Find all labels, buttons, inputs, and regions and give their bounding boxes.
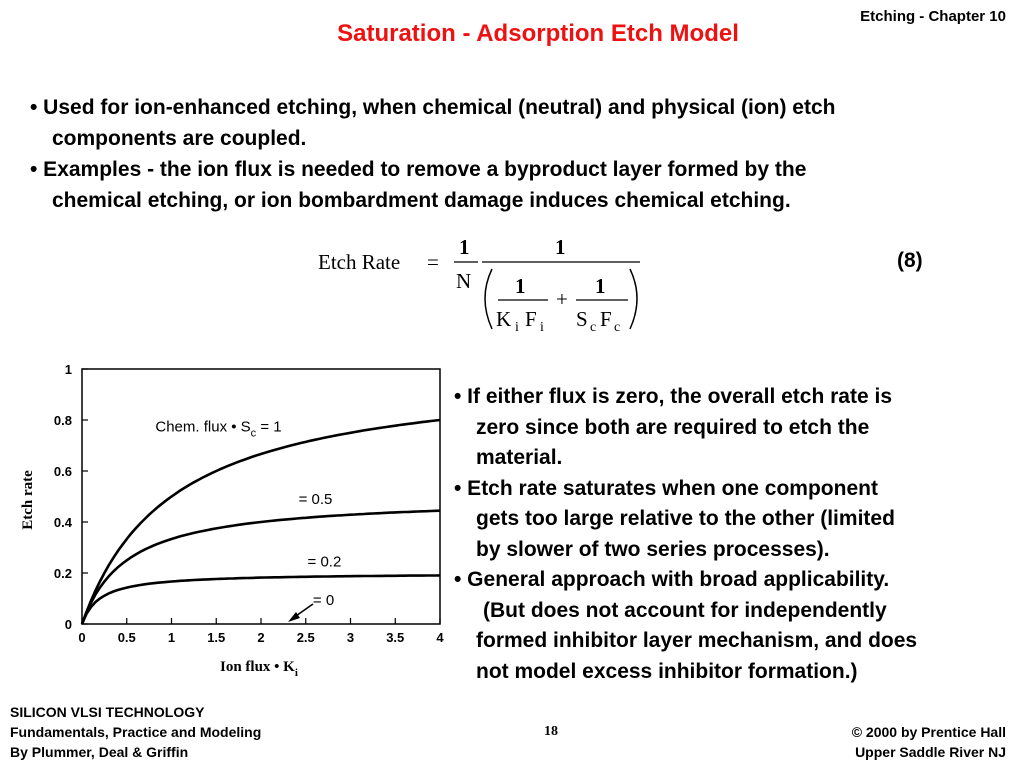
equation-f1-sub: i bbox=[540, 320, 544, 335]
chapter-header: Etching - Chapter 10 bbox=[860, 8, 1006, 25]
axis-ticks bbox=[54, 362, 444, 645]
bullet-2-line1: • Examples - the ion flux is needed to remove a byproduct layer formed by the bbox=[30, 158, 807, 181]
equation-f2-sub: c bbox=[614, 320, 621, 335]
top-bullets bbox=[30, 92, 1020, 216]
equation-f1: F bbox=[525, 307, 537, 331]
x-tick-label: 1 bbox=[167, 630, 176, 645]
x-tick-label: 0 bbox=[78, 630, 86, 645]
y-tick-label: 0.6 bbox=[53, 464, 72, 479]
bullet-1-line1: • Used for ion-enhanced etching, when chemical (neutral) and physical (ion) etch bbox=[30, 96, 836, 119]
x-tick-label: 2 bbox=[257, 630, 265, 645]
right-bullets bbox=[454, 382, 1024, 687]
series-label-1: = 0.5 bbox=[298, 491, 333, 509]
equation-number: (8) bbox=[897, 249, 923, 272]
x-tick-label: 0.5 bbox=[117, 630, 136, 645]
series-label-3: = 0 bbox=[312, 591, 335, 609]
right-paren bbox=[630, 269, 637, 329]
footer-publisher-location: Upper Saddle River NJ bbox=[855, 744, 1006, 760]
equation-inner-1a: 1 bbox=[515, 274, 526, 298]
chart-series bbox=[82, 420, 440, 624]
r-bullet-2-line1: • Etch rate saturates when one component bbox=[454, 476, 878, 500]
bullet-2-line2: chemical etching, or ion bombardment damage induces chemical etching. bbox=[52, 189, 791, 212]
equation-s-sub: c bbox=[590, 320, 597, 335]
equation-numerator-2: 1 bbox=[555, 235, 566, 259]
equation-s: S bbox=[576, 307, 588, 331]
left-paren bbox=[485, 269, 492, 329]
x-tick-label: 4 bbox=[436, 630, 444, 645]
pointer-arrow bbox=[288, 604, 313, 622]
r-bullet-3-line3: formed inhibitor layer mechanism, and does bbox=[476, 629, 918, 652]
equation-lhs: Etch Rate bbox=[318, 250, 401, 274]
slide-title: Saturation - Adsorption Etch Model bbox=[337, 20, 739, 47]
r-bullet-3-line4: not model excess inhibitor formation.) bbox=[476, 659, 858, 683]
y-tick-label: 0.4 bbox=[53, 515, 72, 530]
footer-book-title: SILICON VLSI TECHNOLOGY bbox=[10, 704, 205, 720]
y-axis-label: Etch rate bbox=[20, 470, 36, 530]
series-label-0: Chem. flux • $S_c = 1$ bbox=[155, 418, 282, 440]
etch-rate-chart bbox=[20, 355, 450, 685]
page-number: 18 bbox=[544, 724, 558, 739]
x-axis-label bbox=[220, 659, 298, 679]
equation-n: N bbox=[456, 269, 472, 293]
x-tick-label: 2.5 bbox=[296, 630, 315, 645]
x-tick-label: 3.5 bbox=[386, 630, 405, 645]
series-label-2: = 0.2 bbox=[307, 553, 342, 571]
r-bullet-1-line3: material. bbox=[476, 446, 563, 469]
equation-f2: F bbox=[600, 307, 612, 331]
etch-rate-equation bbox=[318, 232, 648, 342]
x-tick-label: 3 bbox=[346, 630, 355, 645]
r-bullet-2-line3: by slower of two series processes). bbox=[476, 537, 830, 561]
y-tick-label: 0 bbox=[64, 617, 72, 632]
r-bullet-1-line2: zero since both are required to etch the bbox=[476, 415, 870, 439]
equation-equals: = bbox=[427, 250, 439, 274]
r-bullet-1-line1: • If either flux is zero, the overall etch rate is bbox=[454, 385, 892, 408]
bullet-1-line2: components are coupled. bbox=[52, 127, 307, 150]
x-axis-label-sub: i bbox=[294, 667, 298, 679]
equation-k: K bbox=[496, 307, 512, 331]
equation-k-sub: i bbox=[515, 320, 519, 335]
r-bullet-3-line1: • General approach with broad applicability. bbox=[454, 568, 890, 591]
r-bullet-3-line2: (But does not account for independently bbox=[483, 598, 887, 622]
equation-numerator-1: 1 bbox=[459, 235, 470, 259]
footer-authors: By Plummer, Deal & Griffin bbox=[10, 744, 189, 760]
footer-book-subtitle: Fundamentals, Practice and Modeling bbox=[10, 724, 262, 740]
x-axis-label-main: Ion flux • K bbox=[220, 659, 295, 675]
equation-plus: + bbox=[556, 287, 568, 311]
y-tick-label: 0.2 bbox=[53, 566, 72, 581]
y-tick-label: 0.8 bbox=[53, 413, 72, 428]
equation-inner-1b: 1 bbox=[595, 274, 606, 298]
series-line-2 bbox=[82, 575, 440, 624]
footer-right bbox=[852, 722, 1006, 762]
footer-copyright: © 2000 by Prentice Hall bbox=[851, 724, 1006, 740]
y-tick-label: 1 bbox=[64, 362, 72, 377]
footer-left bbox=[10, 702, 261, 762]
r-bullet-2-line2: gets too large relative to the other (limited bbox=[476, 507, 895, 530]
x-tick-label: 1.5 bbox=[207, 630, 226, 645]
